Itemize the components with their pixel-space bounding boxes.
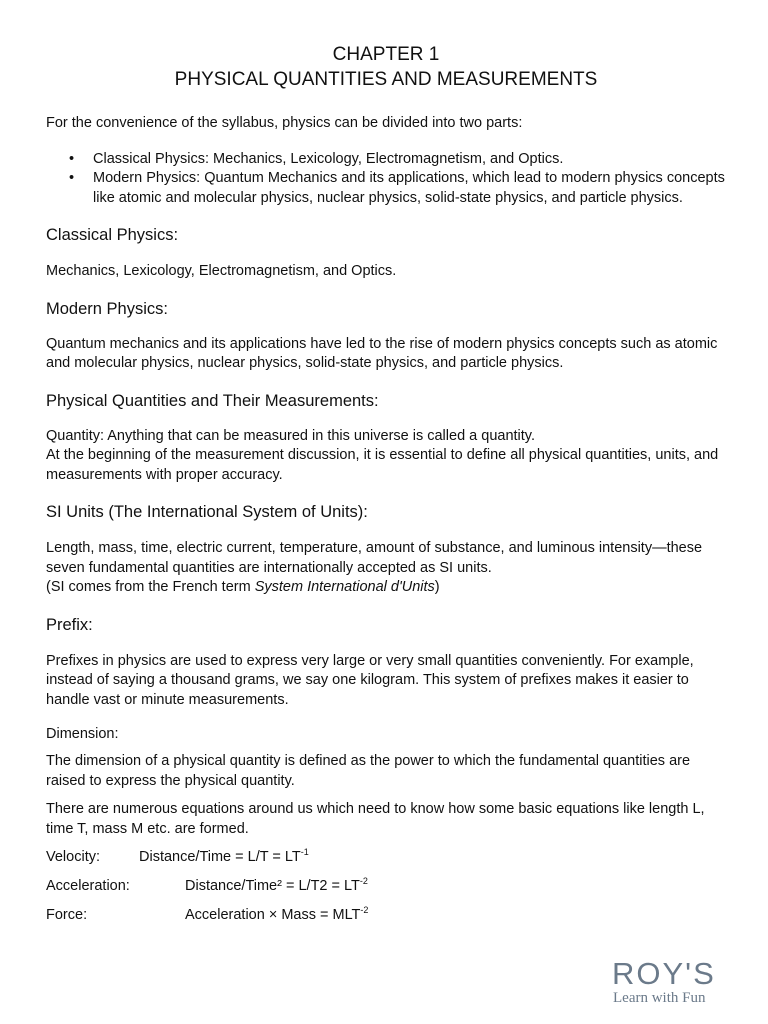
chapter-title: PHYSICAL QUANTITIES AND MEASUREMENTS: [174, 69, 598, 90]
equation-expression: Distance/Time = $L/T = LT^{-1}$: [139, 847, 309, 865]
prefix-text: Prefixes in physics are used to express very large or very small quantities conveniently. For example, instead of saying a thousand grams, we say one kilogram. This system of prefixes makes it easier to handle vast or minute measurements.: [46, 652, 694, 708]
logo-tagline: Learn with Fun: [613, 990, 706, 1006]
quantity-definition: [46, 427, 726, 447]
equation-exponent: -1: [300, 847, 309, 857]
equation-name: Acceleration:: [46, 878, 130, 894]
physics-parts-list: [46, 150, 726, 209]
equation-acceleration: [46, 877, 726, 897]
si-units-heading: SI Units (The International System of Units):: [46, 503, 368, 521]
equation-name: Force:: [46, 907, 88, 923]
si-units-note: [46, 578, 726, 598]
si-note-suffix: ): [434, 579, 440, 595]
classical-physics-text: Mechanics, Lexicology, Electromagnetism, and Optics.: [46, 263, 397, 279]
bullet-icon: •: [69, 150, 75, 167]
equation-force: [46, 906, 726, 926]
dimension-equations-intro: There are numerous equations around us which need to know how some basic equations like length L, time T, mass M etc. are formed.: [46, 801, 705, 837]
equation-expression: Acceleration × Mass = $MLT^{-2}$: [185, 905, 369, 923]
quantities-text: At the beginning of the measurement discussion, it is essential to define all physical quantities, units, and measurements with proper accuracy.: [46, 447, 719, 483]
list-item-text: : Mechanics, Lexicology, Electromagnetism, and Optics.: [205, 150, 564, 167]
quantity-label: Quantity:: [46, 427, 105, 444]
dimension-text: The dimension of a physical quantity is defined as the power to which the fundamental quantities are raised to express the physical quantity.: [46, 753, 691, 789]
quantity-definition-text: Anything that can be measured in this universe is called a quantity.: [104, 427, 535, 444]
equation-expression: Distance/Time² = $L/T2 = LT^{-2}$: [185, 876, 368, 894]
equation-exponent: -2: [360, 905, 369, 915]
document-page: [46, 42, 726, 926]
list-item-label: Classical Physics: [93, 150, 205, 167]
equation-velocity: [46, 848, 726, 868]
equation-name: Velocity:: [46, 849, 100, 865]
bullet-icon: •: [69, 170, 75, 186]
modern-physics-text: Quantum mechanics and its applications have led to the rise of modern physics concepts such as atomic and molecular physics, nuclear physics, solid-state physics, and particle physics.: [46, 335, 718, 371]
prefix-heading: Prefix:: [46, 615, 93, 634]
intro-paragraph: For the convenience of the syllabus, physics can be divided into two parts:: [46, 115, 523, 131]
modern-physics-heading: Modern Physics:: [46, 299, 168, 318]
list-item: [46, 150, 726, 170]
list-item-text: : Quantum Mechanics and its applications, which lead to modern physics concepts like atomic and molecular physics, nuclear physics, solid-state physics, and particle physics.: [93, 170, 725, 206]
chapter-header: [46, 42, 726, 92]
si-note-term: System International d'Units: [254, 579, 435, 595]
roys-logo: [612, 958, 732, 1006]
si-units-text: Length, mass, time, electric current, temperature, amount of substance, and luminous intensity—these seven fundamental quantities are internationally accepted as SI units.: [46, 540, 703, 576]
quantities-heading: Physical Quantities and Their Measurements:: [46, 391, 379, 410]
si-note-prefix: (SI comes from the French term: [46, 579, 255, 595]
classical-physics-heading: Classical Physics:: [46, 226, 179, 244]
dimension-heading: Dimension:: [46, 726, 119, 742]
chapter-number: CHAPTER 1: [332, 44, 440, 65]
list-item: [46, 169, 726, 208]
equation-exponent: -2: [359, 876, 368, 886]
list-item-label: Modern Physics: [93, 170, 197, 186]
logo-brand: ROY'S: [612, 956, 716, 991]
